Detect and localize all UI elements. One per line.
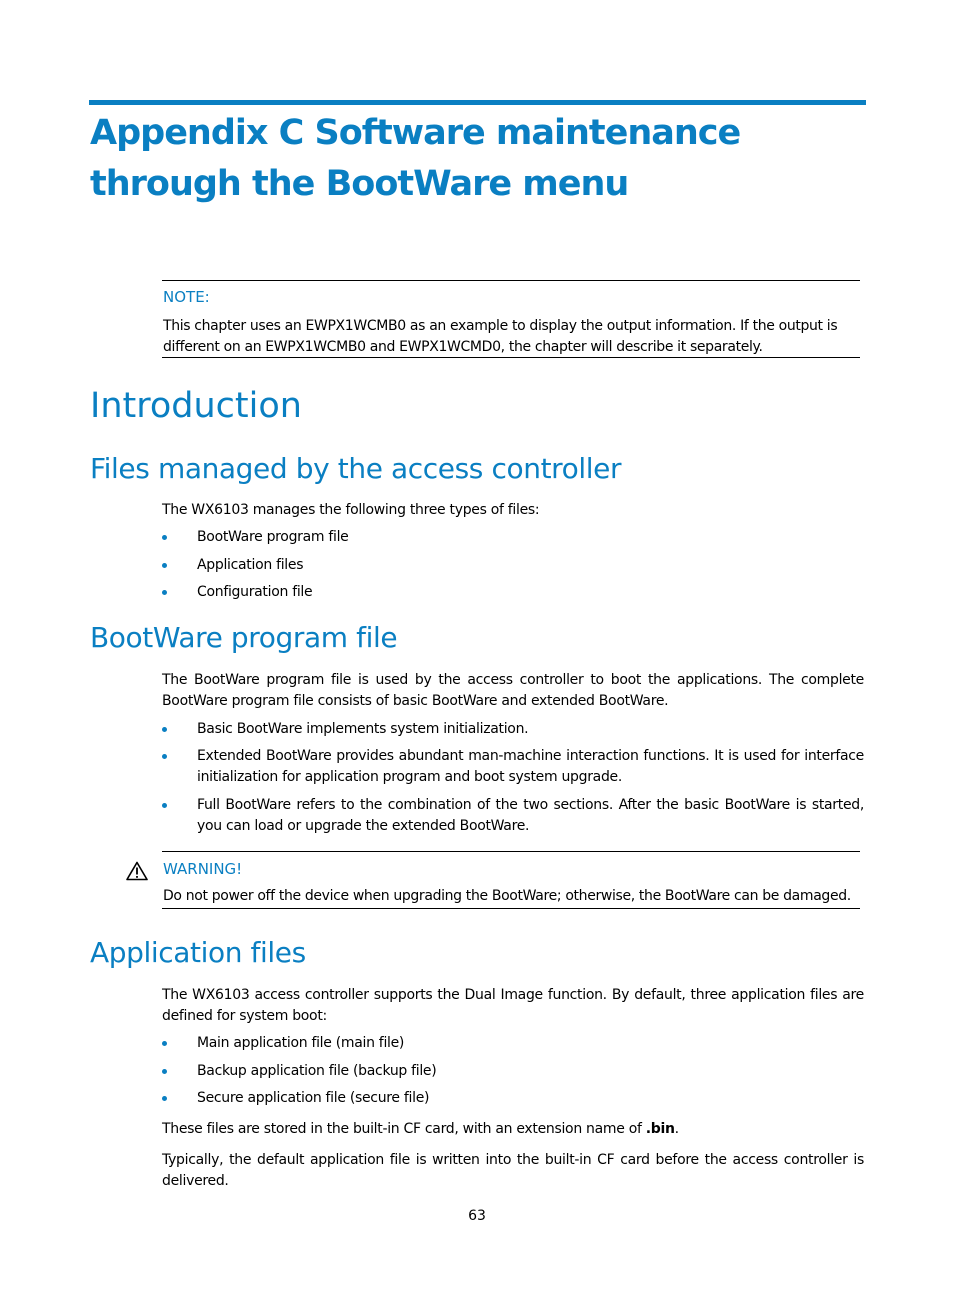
bullet-dot	[162, 727, 167, 732]
title-rule	[89, 100, 866, 105]
bullet-dot	[162, 563, 167, 568]
bullet-dot	[162, 1069, 167, 1074]
bullet-dot	[162, 535, 167, 540]
list-item-text: Main application file (main file)	[197, 1035, 405, 1051]
warning-triangle-icon	[126, 861, 148, 881]
bullet-dot	[162, 803, 167, 808]
list-item-text: Secure application file (secure file)	[197, 1090, 430, 1106]
storage-paragraph	[162, 1119, 864, 1140]
application-files-intro: The WX6103 access controller supports the Dual Image function. By default, three application files are defined for system boot:	[162, 987, 864, 1024]
bullet-dot	[162, 754, 167, 759]
storage-text-suffix: .	[674, 1121, 679, 1137]
note-box	[162, 280, 860, 358]
list-item-text: Full BootWare refers to the combination of the two sections. After the basic BootWare is started, you can load or upgrade the extended BootWare.	[197, 797, 864, 834]
typical-paragraph: Typically, the default application file is written into the built-in CF card before the access controller is delivered.	[162, 1152, 864, 1189]
list-item-text: Application files	[197, 557, 304, 573]
bullet-dot	[162, 1096, 167, 1101]
page-number: 63	[468, 1208, 486, 1224]
warning-box	[162, 851, 860, 909]
list-item-text: Configuration file	[197, 584, 313, 600]
bullet-dot	[162, 590, 167, 595]
heading-bootware: BootWare program file	[90, 621, 398, 654]
heading-files-managed: Files managed by the access controller	[90, 452, 622, 485]
chapter-title: Appendix C Software maintenance through the BootWare menu	[90, 113, 741, 204]
extension-name: .bin	[645, 1121, 675, 1137]
bootware-intro: The BootWare program file is used by the access controller to boot the applications. The complete BootWare program file consists of basic BootWare and extended BootWare.	[162, 672, 864, 709]
warning-text: Do not power off the device when upgrading the BootWare; otherwise, the BootWare can be damaged.	[163, 888, 851, 904]
list-item-text: BootWare program file	[197, 529, 349, 545]
list-item-text: Extended BootWare provides abundant man-machine interaction functions. It is used for interface initialization for application program and boot system upgrade.	[197, 748, 864, 785]
heading-application-files: Application files	[90, 936, 306, 969]
list-item-text: Basic BootWare implements system initialization.	[197, 721, 529, 737]
warning-label: WARNING!	[163, 860, 243, 878]
storage-text-prefix: These files are stored in the built-in CF card, with an extension name of	[162, 1121, 646, 1137]
bullet-dot	[162, 1041, 167, 1046]
list-item-text: Backup application file (backup file)	[197, 1063, 437, 1079]
note-label: NOTE:	[163, 288, 210, 306]
heading-introduction: Introduction	[90, 386, 302, 426]
files-managed-intro: The WX6103 manages the following three types of files:	[162, 502, 540, 518]
note-text: This chapter uses an EWPX1WCMB0 as an example to display the output information. If the output is different on an EWPX1WCMB0 and EWPX1WCMD0, the chapter will describe it separately.	[163, 318, 838, 355]
